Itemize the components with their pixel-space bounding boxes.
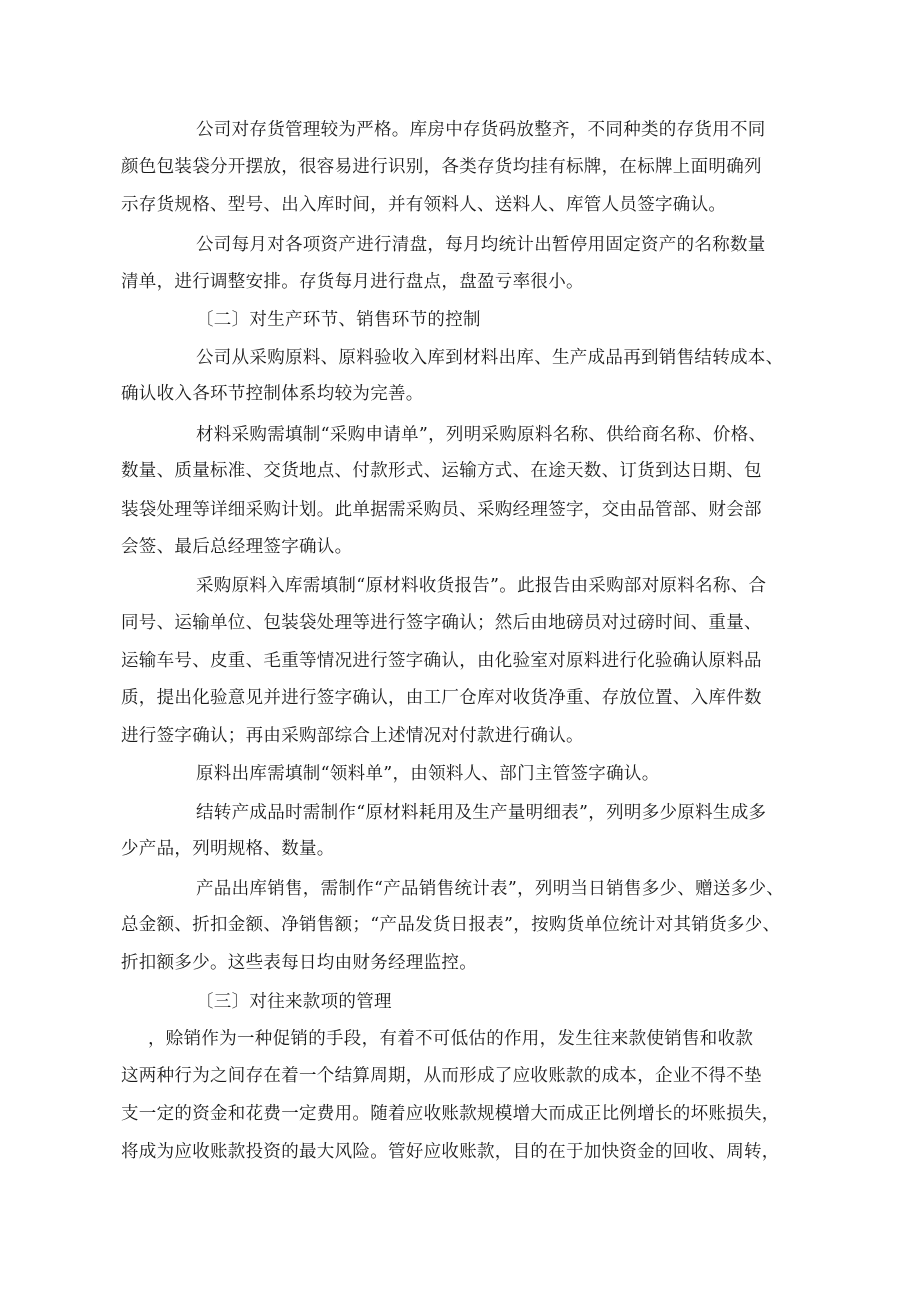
text-line: 结转产成品时需制作“原材料耗用及生产量明细表”，列明多少原料生成多 [196,803,767,823]
text-line: 采购原料入库需填制“原材料收货报告”。此报告由采购部对原料名称、合 [196,576,767,596]
text-line: 这两种行为之间存在着一个结算周期，从而形成了应收账款的成本，企业不得不垫 [121,1066,762,1086]
section-heading: 〔三〕对往来款项的管理 [196,992,392,1012]
text-line: 少产品，列明规格、数量。 [121,839,335,859]
text-line: 总金额、折扣金额、净销售额；“产品发货日报表”，按购货单位统计对其销货多少、 [121,915,781,935]
text-line: 装袋处理等详细采购计划。此单据需采购员、采购经理签字，交由品管部、财会部 [121,500,762,520]
text-line: 产品出库销售，需制作“产品销售统计表”，列明当日销售多少、赠送多少、 [196,879,785,899]
text-line: 支一定的资金和花费一定费用。随着应收账款规模增大而成正比例增长的坏账损失， [121,1104,780,1124]
text-line: 会签、最后总经理签字确认。 [121,537,353,557]
text-line: 公司从采购原料、原料验收入库到材料出库、生产成品再到销售结转成本、 [196,348,784,368]
text-line: 进行签字确认；再由采购部综合上述情况对付款进行确认。 [121,726,584,746]
text-line: 清单，进行调整安排。存货每月进行盘点，盘盈亏率很小。 [121,272,584,292]
text-line: 公司每月对各项资产进行清盘，每月均统计出暂停用固定资产的名称数量 [196,235,766,255]
section-heading: 〔二〕对生产环节、销售环节的控制 [196,310,481,330]
text-line: ，赊销作为一种促销的手段，有着不可低估的作用，发生往来款使销售和收款 [148,1029,754,1049]
text-line: 材料采购需填制“采购申请单”，列明采购原料名称、供给商名称、价格、 [196,425,767,445]
text-line: 确认收入各环节控制体系均较为完善。 [121,384,424,404]
text-line: 数量、质量标准、交货地点、付款形式、运输方式、在途天数、订货到达日期、包 [121,461,762,481]
text-line: 原料出库需填制“领料单”，由领料人、部门主管签字确认。 [196,764,660,784]
text-line: 将成为应收账款投资的最大风险。管好应收账款，目的在于加快资金的回收、周转， [121,1142,780,1162]
text-line: 折扣额多少。这些表每日均由财务经理监控。 [121,953,477,973]
text-line: 公司对存货管理较为严格。库房中存货码放整齐，不同种类的存货用不同 [196,120,766,140]
text-line: 质，提出化验意见并进行签字确认，由工厂仓库对收货净重、存放位置、入库件数 [121,688,762,708]
text-line: 运输车号、皮重、毛重等情况进行签字确认，由化验室对原料进行化验确认原料品 [121,651,762,671]
text-line: 颜色包装袋分开摆放，很容易进行识别，各类存货均挂有标牌，在标牌上面明确列 [121,157,762,177]
text-line: 示存货规格、型号、出入库时间，并有领料人、送料人、库管人员签字确认。 [121,195,727,215]
text-line: 同号、运输单位、包装袋处理等进行签字确认；然后由地磅员对过磅时间、重量、 [121,613,762,633]
